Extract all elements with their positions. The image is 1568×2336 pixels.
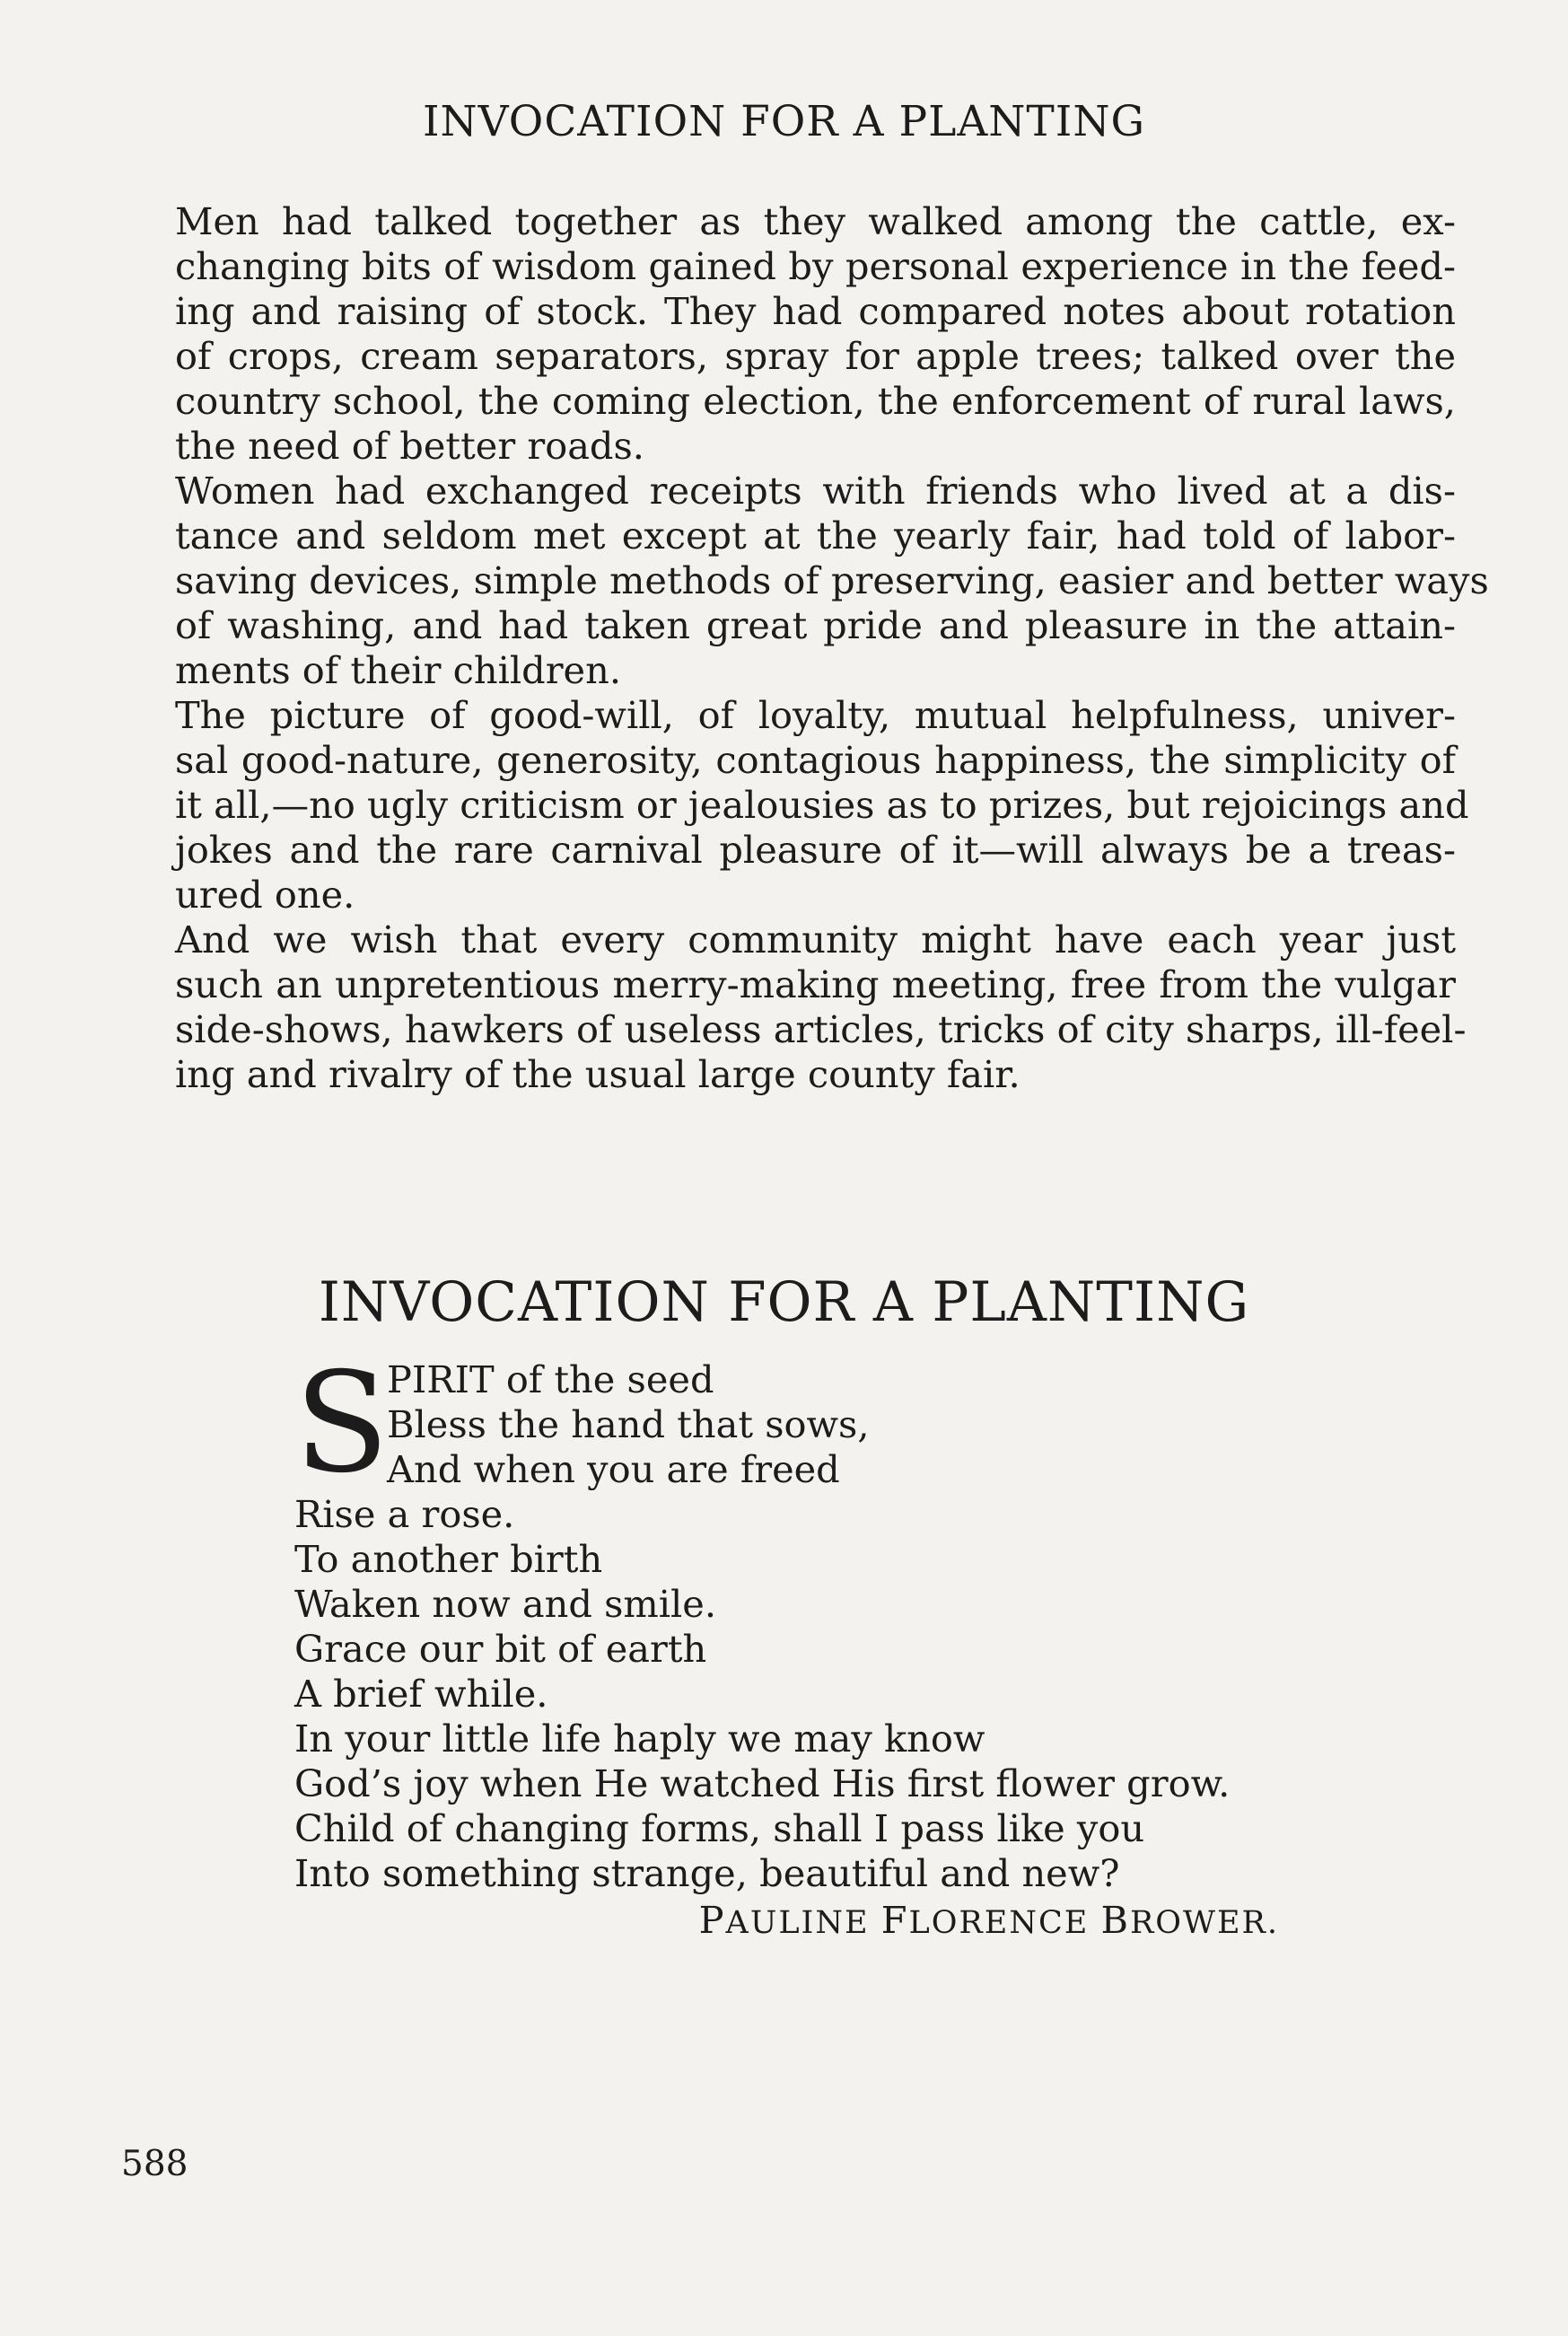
paragraph-3 xyxy=(105,693,1469,918)
initial: B xyxy=(1100,1898,1130,1942)
text-line: Men had talked together as they walked among the cattle, ex- xyxy=(175,199,1456,243)
poem-attribution xyxy=(682,1898,1279,1942)
text-line: sal good-nature, generosity, contagious happiness, the simplicity of xyxy=(175,738,1456,782)
text-line: saving devices, simple methods of preserving, easier and better ways xyxy=(175,558,1489,602)
name-rest: ROWER. xyxy=(1129,1905,1279,1941)
poem-line: To another birth xyxy=(294,1537,603,1581)
text-line: Women had exchanged receipts with friends who lived at a dis- xyxy=(175,469,1456,513)
poem-line: Child of changing forms, shall I pass like you xyxy=(294,1806,1145,1850)
text-line: changing bits of wisdom gained by personal experience in the feed- xyxy=(175,244,1456,288)
name-rest: AULINE xyxy=(725,1905,870,1941)
first-line-rest: of the seed xyxy=(494,1357,714,1401)
running-head: INVOCATION FOR A PLANTING xyxy=(422,97,1146,146)
first-word-rest: PIRIT xyxy=(387,1357,495,1401)
initial: P xyxy=(698,1898,726,1942)
text-line: And we wish that every community might have each year just xyxy=(175,918,1456,962)
poem-body xyxy=(294,1343,1371,1896)
drop-cap: S xyxy=(294,1343,390,1504)
poem-line: Into something strange, beautiful and new? xyxy=(294,1851,1120,1895)
poem-line: Waken now and smile. xyxy=(294,1582,717,1626)
name-rest: LORENCE xyxy=(908,1905,1090,1941)
text-line: jokes and the rare carnival pleasure of it—will always be a treas- xyxy=(175,828,1456,872)
paragraph-1 xyxy=(105,199,1456,469)
poem-line: Rise a rose. xyxy=(294,1492,515,1536)
text-line: of washing, and had taken great pride and pleasure in the attain- xyxy=(175,603,1456,647)
text-line: ments of their children. xyxy=(175,648,622,692)
text-line: of crops, cream separators, spray for apple trees; talked over the xyxy=(175,334,1456,378)
poem-line: God’s joy when He watched His first flower grow. xyxy=(294,1761,1231,1805)
poem-line: And when you are freed xyxy=(387,1447,840,1491)
poem-line: A brief while. xyxy=(294,1672,548,1716)
text-line: The picture of good-will, of loyalty, mutual helpfulness, univer- xyxy=(175,693,1456,737)
text-line: ing and raising of stock. They had compared notes about rotation xyxy=(175,289,1456,333)
paragraph-2 xyxy=(105,469,1489,693)
initial: F xyxy=(880,1898,909,1942)
text-line: such an unpretentious merry-making meeting, free from the vulgar xyxy=(175,962,1456,1006)
poem-line xyxy=(294,1357,1371,1402)
text-line: the need of better roads. xyxy=(175,424,644,468)
poem-title: INVOCATION FOR A PLANTING xyxy=(318,1270,1250,1334)
text-line: tance and seldom met except at the yearly fair, had told of labor- xyxy=(175,514,1456,558)
text-line: side-shows, hawkers of useless articles, tricks of city sharps, ill-feel- xyxy=(175,1007,1467,1051)
page-number: 588 xyxy=(121,2144,188,2184)
text-line: it all,—no ugly criticism or jealousies as to prizes, but rejoicings and xyxy=(175,783,1469,827)
text-line: country school, the coming election, the enforcement of rural laws, xyxy=(175,379,1456,423)
text-line: ing and rivalry of the usual large county fair. xyxy=(175,1052,1021,1096)
poem-line: In your little life haply we may know xyxy=(294,1717,985,1761)
poem-line: Bless the hand that sows, xyxy=(387,1402,870,1446)
prose-body xyxy=(105,199,1489,1097)
paragraph-4 xyxy=(105,918,1467,1097)
text-line: ured one. xyxy=(175,873,355,917)
poem-line: Grace our bit of earth xyxy=(294,1627,707,1671)
